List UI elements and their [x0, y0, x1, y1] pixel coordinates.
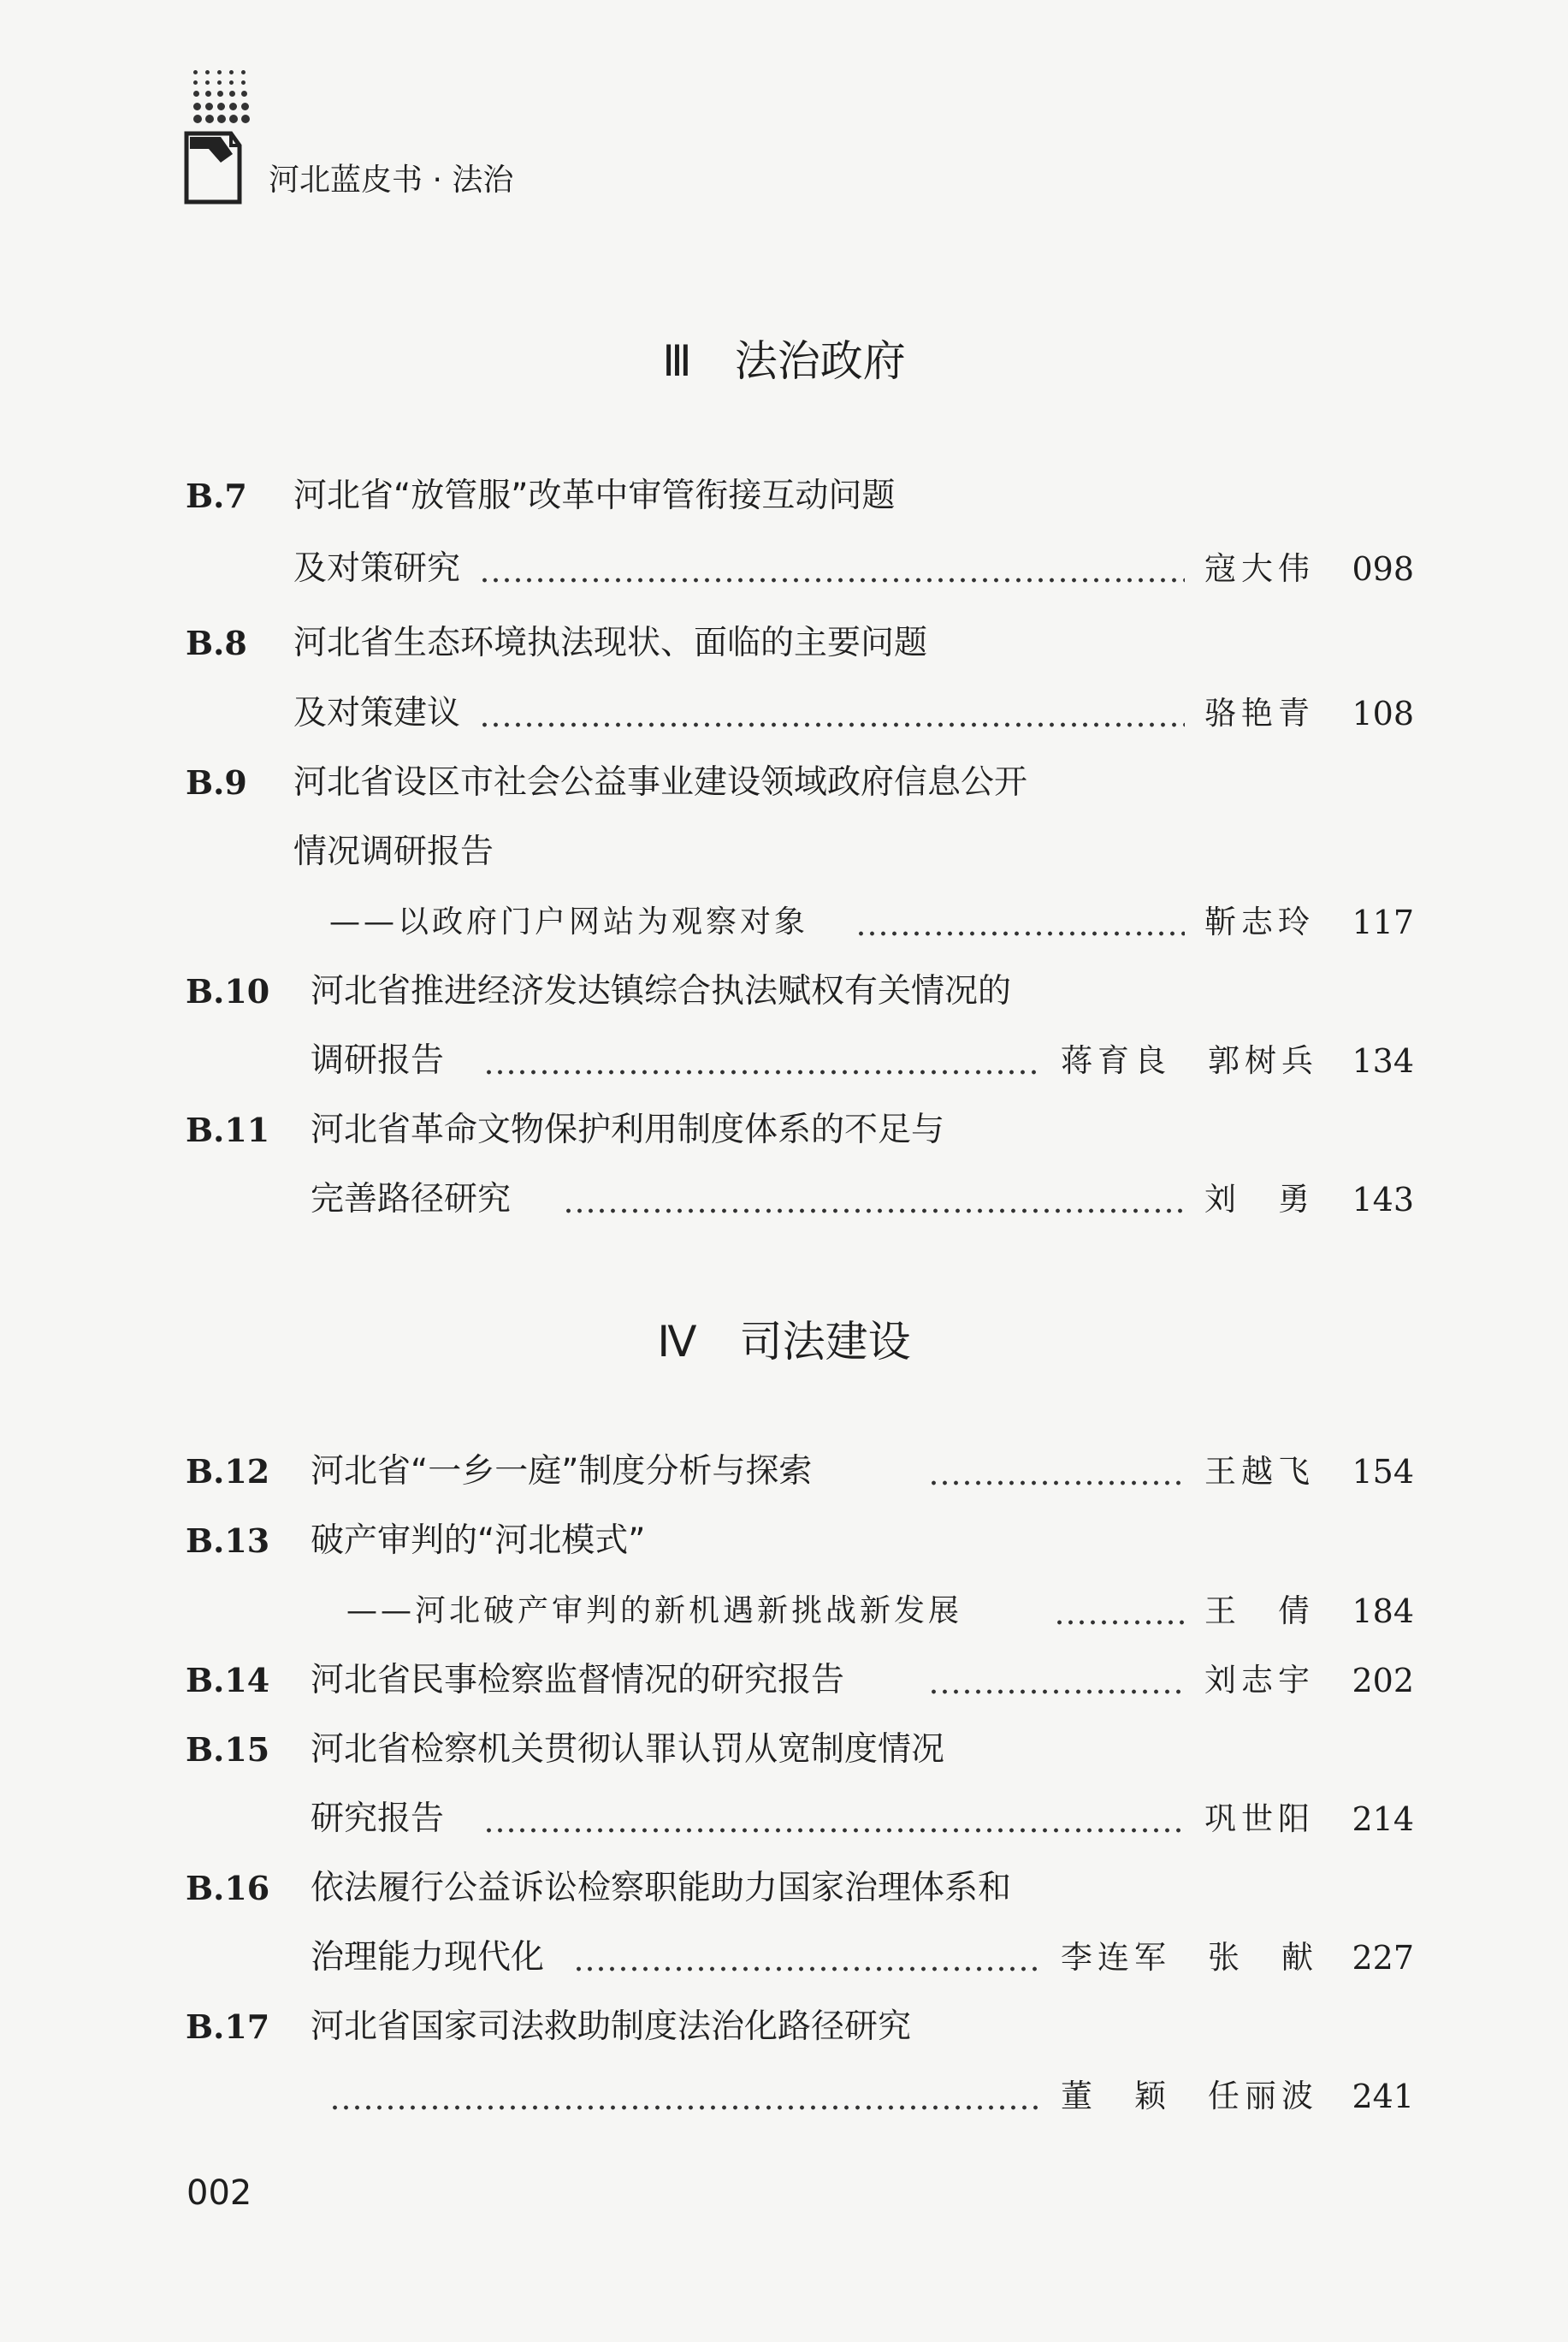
dot-leader: [928, 1657, 1185, 1705]
toc-entry-page: 202: [1352, 1662, 1414, 1699]
toc-entry-code: B.17: [186, 2007, 270, 2046]
dot-leader: [479, 545, 1185, 593]
toc-entry-page: 108: [1352, 695, 1414, 732]
toc-entry-author: 刘 勇: [1204, 1181, 1315, 1218]
toc-entry-author: 刘志宇: [1204, 1662, 1315, 1699]
toc-entry-title: 及对策建议: [293, 694, 461, 732]
toc-entry-title: 河北省推进经济发达镇综合执法赋权有关情况的: [311, 972, 1012, 1011]
toc-entry-page: 241: [1352, 2078, 1414, 2115]
page-number: 002: [186, 2173, 252, 2213]
toc-entry-code: B.10: [186, 972, 270, 1011]
toc-entry-title: 河北省生态环境执法现状、面临的主要问题: [293, 624, 928, 662]
toc-entry-title: 破产审判的“河北模式”: [311, 1521, 646, 1560]
dot-leader: [1054, 1587, 1185, 1635]
toc-entry-page: 134: [1352, 1042, 1414, 1080]
toc-entry-author: 靳志玲: [1204, 904, 1315, 940]
section-name: 法治政府: [734, 336, 906, 386]
toc-entry-page: 098: [1352, 550, 1414, 588]
toc-entry-code: B.13: [186, 1521, 270, 1560]
toc-entry-title: 治理能力现代化: [311, 1938, 545, 1977]
toc-entry-author: 董 颖 任丽波: [1061, 2078, 1318, 2114]
toc-entry-title: 及对策研究: [293, 549, 461, 588]
dot-leader: [563, 1176, 1185, 1224]
toc-entry-page: 227: [1352, 1939, 1414, 1977]
section-name: 司法建设: [739, 1317, 911, 1367]
book-title: 河北蓝皮书 · 法治: [269, 163, 514, 198]
toc-entry-code: B.8: [186, 624, 247, 662]
toc-entry-code: B.7: [186, 477, 247, 515]
toc-entry-title: 调研报告: [311, 1041, 445, 1080]
toc-entry-title: 河北省国家司法救助制度法治化路径研究: [311, 2007, 912, 2046]
toc-entry-author: 寇大伟: [1204, 550, 1315, 587]
toc-entry-title: 河北省“一乡一庭”制度分析与探索: [311, 1452, 813, 1491]
toc-entry-subtitle: ——河北破产审判的新机遇新挑战新发展: [346, 1593, 963, 1628]
toc-entry-code: B.11: [186, 1111, 270, 1149]
toc-entry-code: B.15: [186, 1730, 270, 1769]
toc-entry-page: 117: [1352, 904, 1414, 941]
section-numeral: Ⅳ: [657, 1317, 697, 1367]
toc-entry-code: B.16: [186, 1869, 270, 1907]
toc-entry-author: 巩世阳: [1204, 1800, 1315, 1837]
toc-entry-title: 河北省革命文物保护利用制度体系的不足与: [311, 1111, 945, 1149]
toc-entry-title: 研究报告: [311, 1799, 445, 1838]
toc-entry-title: 完善路径研究: [311, 1180, 512, 1218]
book-logo-icon: [183, 128, 243, 205]
dot-leader: [329, 2072, 1039, 2120]
toc-entry-title: 依法履行公益诉讼检察职能助力国家治理体系和: [311, 1869, 1012, 1907]
toc-entry-title: 河北省设区市社会公益事业建设领域政府信息公开: [293, 763, 1028, 802]
dot-leader: [483, 1795, 1185, 1843]
toc-entry-page: 154: [1352, 1453, 1414, 1491]
toc-entry-title: 河北省“放管服”改革中审管衔接互动问题: [293, 477, 896, 515]
toc-entry-title: 河北省民事检察监督情况的研究报告: [311, 1661, 845, 1699]
toc-entry-author: 王 倩: [1204, 1592, 1315, 1629]
dot-leader: [483, 1037, 1039, 1085]
dot-leader: [855, 898, 1185, 946]
section-title-3: [0, 327, 1568, 388]
toc-entry-code: B.9: [186, 763, 247, 802]
toc-entry-code: B.14: [186, 1661, 270, 1699]
dot-leader: [479, 690, 1185, 738]
toc-entry-subtitle: ——以政府门户网站为观察对象: [329, 904, 809, 940]
toc-entry-author: 蒋育良 郭树兵: [1061, 1042, 1318, 1079]
toc-entry-code: B.12: [186, 1452, 270, 1491]
dot-leader: [928, 1448, 1185, 1496]
toc-entry-page: 184: [1352, 1592, 1414, 1630]
dot-leader: [573, 1934, 1039, 1982]
toc-entry-author: 骆艳青: [1204, 695, 1315, 732]
toc-entry-author: 李连军 张 献: [1061, 1939, 1318, 1976]
toc-entry-title: 情况调研报告: [293, 833, 494, 871]
toc-entry-title: 河北省检察机关贯彻认罪认罚从宽制度情况: [311, 1730, 945, 1769]
section-numeral: Ⅲ: [662, 336, 692, 386]
toc-entry-page: 214: [1352, 1800, 1414, 1838]
toc-entry-page: 143: [1352, 1181, 1414, 1218]
toc-entry-author: 王越飞: [1204, 1453, 1315, 1490]
section-title-4: [0, 1307, 1568, 1369]
